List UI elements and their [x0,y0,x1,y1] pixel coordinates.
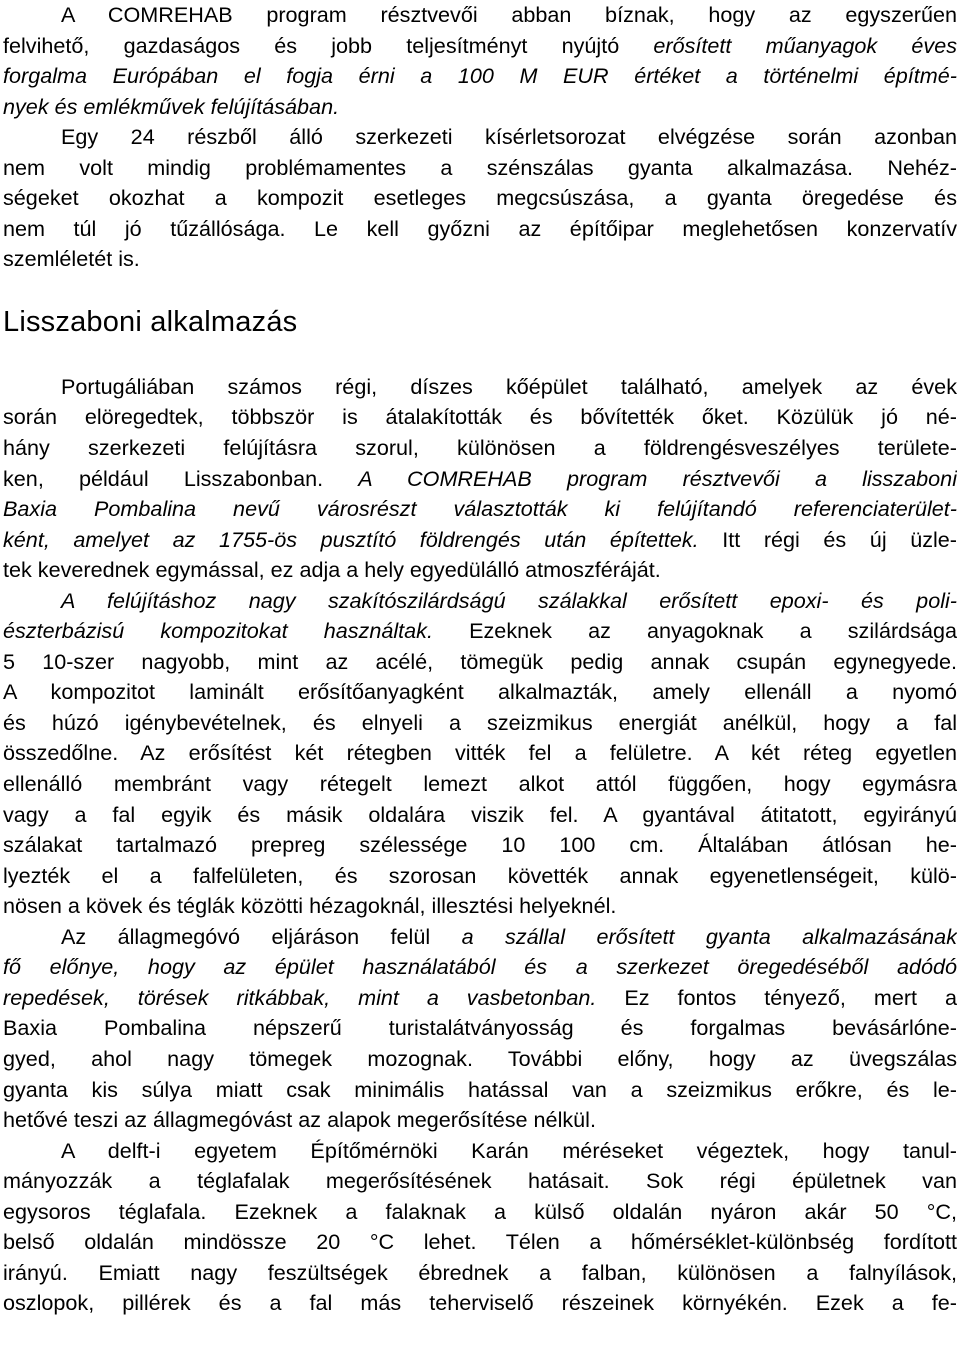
body-line [3,891,957,922]
body-line [3,952,957,983]
italic-text-run: A felújításhoz nagy szakítószilárdságú szálakkal erősített epoxi- és poli- [61,587,957,613]
text-run: gyed, ahol nagy tömegek mozognak. További előny, hogy az üvegszálas [3,1045,957,1071]
body-line [3,402,957,433]
italic-text-run: A COMREHAB program résztvevői a lisszaboni [358,465,957,491]
body-line [3,738,957,769]
text-run: A COMREHAB program résztvevői abban bíznak, hogy az egyszerűen [61,2,957,27]
intro-line [3,31,957,62]
body-line [3,433,957,464]
text-run: összedőlne. Az erősítést két rétegben vitték fel a felületre. A két réteg egyetlen [3,740,957,766]
text-run: egysoros téglafala. Ezeknek a falaknak a külső oldalán nyáron akár 50 °C, [3,1198,957,1224]
body-line [3,861,957,892]
body-line [3,525,957,556]
text-run: hetővé teszi az állagmegóvást az alapok megerősítése nélkül. [3,1107,596,1133]
text-run: nösen a kövek és téglák közötti hézagoknál, illesztési helyeknél. [3,893,617,919]
italic-text-run: észterbázisú kompozitokat használtak. [3,618,433,644]
text-run: mányozzák a téglafalak megerősítésének hatásait. Sok régi épületnek van [3,1168,957,1194]
text-run: irányú. Emiatt nagy feszültségek ébrednek a falban, különösen a falnyílások, [3,1259,957,1285]
body-line [3,1166,957,1197]
body-line [3,769,957,800]
body-line [3,1227,957,1258]
text-run: 5 10-szer nagyobb, mint az acélé, tömegük pedig annak csupán egynegyede. [3,648,957,674]
intro-line [3,122,957,153]
text-run: belső oldalán mindössze 20 °C lehet. Télen a hőmérséklet-különbség fordított [3,1229,957,1255]
section-heading: Lisszaboni alkalmazás [3,305,298,338]
body-line [3,464,957,495]
intro-line [3,244,957,275]
body-line [3,1136,957,1167]
text-run: szemléletét is. [3,246,140,272]
body-line [3,1197,957,1228]
text-run: során elöregedtek, többször is átalakították és bővítették őket. Közülük jó né- [3,404,957,430]
section-body [3,372,957,1319]
intro-line [3,0,957,31]
body-line [3,708,957,739]
text-run: szálakat tartalmazó prepreg szélessége 10 100 cm. Általában átlósan he- [3,832,957,858]
body-line [3,555,957,586]
italic-text-run: erősített műanyagok éves [653,32,957,58]
text-run: nem túl jó tűzállósága. Le kell győzni az építőipar meglehetősen konzervatív [3,215,957,241]
text-run: és húzó igénybevételnek, és elnyeli a szeizmikus energiát anélkül, hogy a fal [3,709,957,735]
body-line [3,1013,957,1044]
intro-line [3,61,957,92]
italic-text-run: fő előnye, hogy az épület használatából és a szerkezet öregedéséből adódó [3,954,957,980]
body-line [3,1258,957,1289]
body-line [3,586,957,617]
text-run: Baxia Pombalina népszerű turistalátványosság és forgalmas bevásárlóne- [3,1015,957,1041]
text-run: oszlopok, pillérek és a fal más teherviselő részeinek környékén. Ezek a fe- [3,1290,957,1316]
text-run: ségeket okozhat a kompozit esetleges megcsúszása, a gyanta öregedése és [3,185,957,211]
text-run: tek keverednek egymással, ez adja a hely egyedülálló atmoszféráját. [3,557,661,583]
italic-text-run: Baxia Pombalina nevű városrészt választották ki felújítandó referenciaterület- [3,496,957,522]
italic-text-run: a szállal erősített gyanta alkalmazásának [461,923,957,949]
intro-line [3,214,957,245]
text-run: ken, például Lisszabonban. [3,465,359,491]
text-run: Ezeknek az anyagoknak a szilárdsága [432,618,957,644]
body-line [3,494,957,525]
intro-section [3,0,957,275]
italic-text-run: ként, amelyet az 1755-ös pusztító földrengés után építettek. [3,526,699,552]
body-line [3,677,957,708]
body-line [3,616,957,647]
body-line [3,1288,957,1319]
body-line [3,372,957,403]
text-run: lyezték el a falfelületen, és szorosan követték annak egyenetlenségeit, külö- [3,862,957,888]
text-run: A kompozitot laminált erősítőanyagként alkalmazták, amely ellenáll a nyomó [3,679,957,705]
body-line [3,647,957,678]
text-run: Itt régi és új üzle- [698,526,957,552]
text-run: ellenálló membránt vagy rétegelt lemezt alkot attól függően, hogy egymásra [3,771,957,797]
text-run: vagy a fal egyik és másik oldalára viszik fel. A gyantával átitatott, egyirányú [3,801,957,827]
text-run: Az állagmegóvó eljáráson felül [61,923,462,949]
body-line [3,800,957,831]
italic-text-run: repedések, törések ritkábbak, mint a vasbetonban. [3,984,597,1010]
body-line [3,1075,957,1106]
intro-line [3,153,957,184]
text-run: Portugáliában számos régi, díszes kőépület található, amelyek az évek [61,373,957,399]
body-line [3,983,957,1014]
text-run: gyanta kis súlya miatt csak minimális hatással van a szeizmikus erőkre, és le- [3,1076,957,1102]
body-line [3,830,957,861]
body-line [3,922,957,953]
text-run: felvihető, gazdaságos és jobb teljesítményt nyújtó [3,32,654,58]
text-run: Egy 24 részből álló szerkezeti kísérletsorozat elvégzése során azonban [61,124,957,150]
body-line [3,1044,957,1075]
document-page [3,0,957,1319]
body-line [3,1105,957,1136]
text-run: hány szerkezeti felújításra szorul, különösen a földrengésveszélyes területe- [3,435,957,461]
text-run: nem volt mindig problémamentes a szénszálas gyanta alkalmazása. Nehéz- [3,154,957,180]
text-run: A delft-i egyetem Építőmérnöki Karán méréseket végeztek, hogy tanul- [61,1137,957,1163]
italic-text-run: nyek és emlékművek felújításában. [3,93,340,119]
text-run: Ez fontos tényező, mert a [596,984,957,1010]
intro-line [3,183,957,214]
italic-text-run: forgalma Európában el fogja érni a 100 M EUR értéket a történelmi építmé- [3,63,957,89]
intro-line [3,92,957,123]
